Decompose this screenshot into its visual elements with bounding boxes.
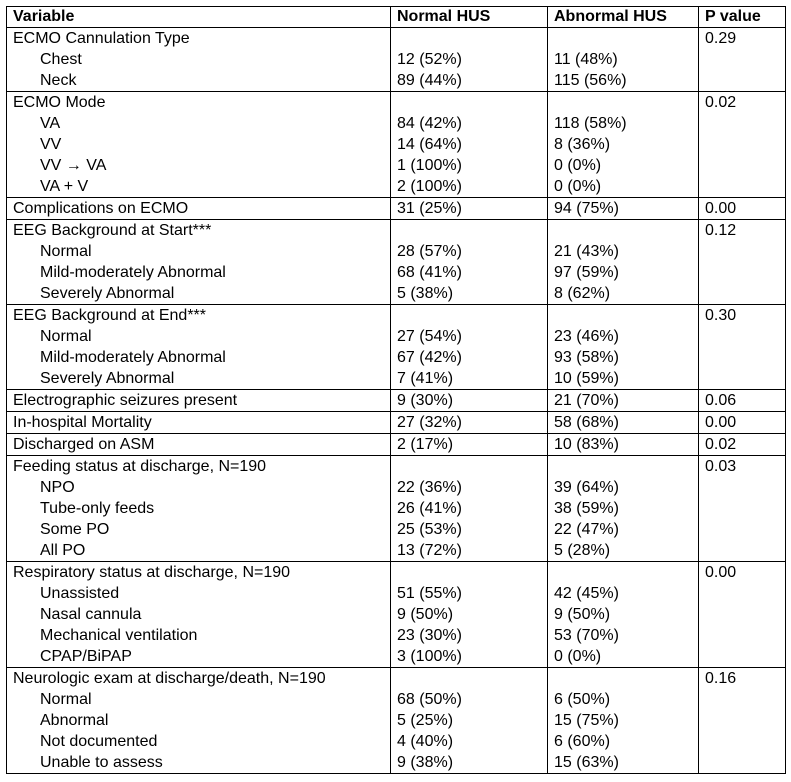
abnormal-hus-value: 15 (63%) — [554, 754, 619, 771]
group-title: ECMO Mode — [13, 94, 106, 111]
subgroup-label: VA + V — [40, 178, 89, 195]
normal-hus-value: 51 (55%) — [397, 585, 462, 602]
normal-hus-value: 9 (50%) — [397, 606, 454, 623]
abnormal-hus-cell — [548, 456, 699, 562]
variable-cell — [7, 92, 391, 198]
subgroup-label: NPO — [40, 479, 75, 496]
subgroup-label: Mild-moderately Abnormal — [40, 349, 226, 366]
empty-line — [397, 305, 547, 326]
table-row — [7, 198, 786, 220]
group-title: EEG Background at Start*** — [13, 222, 212, 239]
p-value: 0.00 — [705, 564, 737, 581]
normal-hus-value: 31 (25%) — [397, 200, 462, 217]
group-title: Discharged on ASM — [13, 436, 155, 453]
abnormal-hus-value: 11 (48%) — [554, 51, 618, 68]
group-title: Neurologic exam at discharge/death, N=190 — [13, 670, 326, 687]
normal-hus-cell — [391, 412, 548, 434]
p-value-cell — [699, 28, 786, 92]
normal-hus-cell — [391, 92, 548, 198]
empty-line — [397, 28, 547, 49]
abnormal-hus-value: 0 (0%) — [554, 648, 602, 665]
abnormal-hus-value: 8 (62%) — [554, 285, 611, 302]
normal-hus-value: 3 (100%) — [397, 648, 462, 665]
p-value: 0.12 — [705, 222, 737, 239]
normal-hus-cell — [391, 390, 548, 412]
abnormal-hus-cell — [548, 305, 699, 390]
subgroup-label: CPAP/BiPAP — [40, 648, 132, 665]
table-row — [7, 434, 786, 456]
p-value: 0.30 — [705, 307, 737, 324]
header-row — [7, 7, 786, 28]
p-value-cell — [699, 456, 786, 562]
subgroup-label: VV → VA — [40, 157, 107, 174]
abnormal-hus-cell — [548, 562, 699, 668]
abnormal-hus-value: 22 (47%) — [554, 521, 619, 538]
abnormal-hus-value: 10 (59%) — [554, 370, 619, 387]
subgroup-label: Normal — [40, 691, 92, 708]
abnormal-hus-value: 97 (59%) — [554, 264, 619, 281]
normal-hus-value: 25 (53%) — [397, 521, 462, 538]
subgroup-label: Mild-moderately Abnormal — [40, 264, 226, 281]
normal-hus-value: 2 (17%) — [397, 436, 454, 453]
normal-hus-value: 12 (52%) — [397, 51, 462, 68]
normal-hus-value: 5 (38%) — [397, 285, 454, 302]
subgroup-label: Not documented — [40, 733, 158, 750]
normal-hus-cell — [391, 456, 548, 562]
abnormal-hus-cell — [548, 92, 699, 198]
abnormal-hus-value: 21 (43%) — [554, 243, 619, 260]
subgroup-label: VA — [40, 115, 61, 132]
variable-cell — [7, 305, 391, 390]
normal-hus-value: 7 (41%) — [397, 370, 454, 387]
p-value-cell — [699, 220, 786, 305]
table-row — [7, 562, 786, 668]
table-row — [7, 412, 786, 434]
normal-hus-value: 67 (42%) — [397, 349, 462, 366]
empty-line — [554, 562, 698, 583]
abnormal-hus-value: 23 (46%) — [554, 328, 619, 345]
p-value: 0.00 — [705, 414, 737, 431]
variable-cell — [7, 220, 391, 305]
abnormal-hus-cell — [548, 668, 699, 774]
subgroup-label: All PO — [40, 542, 86, 559]
group-title: Feeding status at discharge, N=190 — [13, 458, 267, 475]
abnormal-hus-value: 10 (83%) — [554, 436, 619, 453]
group-title: Electrographic seizures present — [13, 392, 238, 409]
normal-hus-value: 89 (44%) — [397, 72, 462, 89]
abnormal-hus-cell — [548, 220, 699, 305]
empty-line — [397, 562, 547, 583]
p-value: 0.02 — [705, 94, 737, 111]
normal-hus-value: 22 (36%) — [397, 479, 462, 496]
empty-line — [554, 305, 698, 326]
variable-cell — [7, 198, 391, 220]
abnormal-hus-value: 0 (0%) — [554, 157, 602, 174]
normal-hus-value: 4 (40%) — [397, 733, 454, 750]
normal-hus-value: 1 (100%) — [397, 157, 462, 174]
p-value-cell — [699, 390, 786, 412]
normal-hus-cell — [391, 668, 548, 774]
table-row — [7, 92, 786, 198]
group-title: EEG Background at End*** — [13, 307, 207, 324]
header-p-value: P value — [699, 7, 786, 28]
subgroup-label: Normal — [40, 328, 92, 345]
abnormal-hus-value: 21 (70%) — [554, 392, 619, 409]
normal-hus-value: 9 (38%) — [397, 754, 454, 771]
empty-line — [554, 668, 698, 689]
empty-line — [554, 28, 698, 49]
normal-hus-value: 5 (25%) — [397, 712, 454, 729]
variable-cell — [7, 562, 391, 668]
abnormal-hus-value: 5 (28%) — [554, 542, 611, 559]
normal-hus-value: 26 (41%) — [397, 500, 462, 517]
abnormal-hus-value: 94 (75%) — [554, 200, 619, 217]
variable-cell — [7, 434, 391, 456]
abnormal-hus-value: 6 (50%) — [554, 691, 611, 708]
abnormal-hus-value: 58 (68%) — [554, 414, 619, 431]
results-table — [6, 6, 786, 774]
normal-hus-cell — [391, 562, 548, 668]
subgroup-label: Unassisted — [40, 585, 120, 602]
normal-hus-value: 13 (72%) — [397, 542, 462, 559]
normal-hus-cell — [391, 198, 548, 220]
group-title: Respiratory status at discharge, N=190 — [13, 564, 291, 581]
empty-line — [397, 668, 547, 689]
p-value-cell — [699, 305, 786, 390]
header-normal-hus: Normal HUS — [391, 7, 548, 28]
empty-line — [397, 456, 547, 477]
abnormal-hus-cell — [548, 434, 699, 456]
table-row — [7, 668, 786, 774]
abnormal-hus-value: 6 (60%) — [554, 733, 611, 750]
subgroup-label: Severely Abnormal — [40, 285, 175, 302]
variable-cell — [7, 390, 391, 412]
p-value-cell — [699, 434, 786, 456]
normal-hus-value: 68 (50%) — [397, 691, 462, 708]
empty-line — [554, 456, 698, 477]
p-value: 0.02 — [705, 436, 737, 453]
abnormal-hus-value: 15 (75%) — [554, 712, 619, 729]
table-row — [7, 305, 786, 390]
subgroup-label: Neck — [40, 72, 77, 89]
p-value: 0.29 — [705, 30, 737, 47]
p-value: 0.06 — [705, 392, 737, 409]
empty-line — [397, 92, 547, 113]
subgroup-label: Normal — [40, 243, 92, 260]
variable-cell — [7, 412, 391, 434]
variable-cell — [7, 28, 391, 92]
normal-hus-cell — [391, 305, 548, 390]
normal-hus-value: 27 (32%) — [397, 414, 462, 431]
abnormal-hus-value: 93 (58%) — [554, 349, 619, 366]
subgroup-label: Nasal cannula — [40, 606, 142, 623]
table-body — [7, 28, 786, 774]
normal-hus-value: 23 (30%) — [397, 627, 462, 644]
table-row — [7, 456, 786, 562]
abnormal-hus-cell — [548, 28, 699, 92]
p-value-cell — [699, 562, 786, 668]
normal-hus-value: 84 (42%) — [397, 115, 462, 132]
abnormal-hus-value: 118 (58%) — [554, 115, 627, 132]
normal-hus-value: 27 (54%) — [397, 328, 462, 345]
abnormal-hus-value: 38 (59%) — [554, 500, 619, 517]
abnormal-hus-value: 0 (0%) — [554, 178, 602, 195]
subgroup-label: Some PO — [40, 521, 110, 538]
abnormal-hus-cell — [548, 198, 699, 220]
p-value: 0.16 — [705, 670, 737, 687]
subgroup-label: Chest — [40, 51, 82, 68]
subgroup-label: Unable to assess — [40, 754, 163, 771]
abnormal-hus-value: 115 (56%) — [554, 72, 627, 89]
subgroup-label: VV — [40, 136, 62, 153]
empty-line — [554, 220, 698, 241]
normal-hus-cell — [391, 28, 548, 92]
p-value-cell — [699, 92, 786, 198]
subgroup-label: Severely Abnormal — [40, 370, 175, 387]
group-title: ECMO Cannulation Type — [13, 30, 190, 47]
abnormal-hus-value: 8 (36%) — [554, 136, 611, 153]
table-row — [7, 390, 786, 412]
normal-hus-value: 28 (57%) — [397, 243, 462, 260]
table-row — [7, 28, 786, 92]
subgroup-label: Mechanical ventilation — [40, 627, 198, 644]
p-value: 0.03 — [705, 458, 737, 475]
p-value-cell — [699, 198, 786, 220]
abnormal-hus-cell — [548, 412, 699, 434]
normal-hus-cell — [391, 220, 548, 305]
abnormal-hus-value: 9 (50%) — [554, 606, 611, 623]
table-row — [7, 220, 786, 305]
p-value-cell — [699, 412, 786, 434]
p-value-cell — [699, 668, 786, 774]
header-abnormal-hus: Abnormal HUS — [548, 7, 699, 28]
group-title: Complications on ECMO — [13, 200, 189, 217]
abnormal-hus-value: 53 (70%) — [554, 627, 619, 644]
subgroup-label: Abnormal — [40, 712, 109, 729]
subgroup-label: Tube-only feeds — [40, 500, 155, 517]
p-value: 0.00 — [705, 200, 737, 217]
normal-hus-value: 68 (41%) — [397, 264, 462, 281]
empty-line — [397, 220, 547, 241]
group-title: In-hospital Mortality — [13, 414, 152, 431]
normal-hus-cell — [391, 434, 548, 456]
variable-cell — [7, 668, 391, 774]
normal-hus-value: 9 (30%) — [397, 392, 454, 409]
empty-line — [554, 92, 698, 113]
abnormal-hus-value: 42 (45%) — [554, 585, 619, 602]
header-variable: Variable — [7, 7, 391, 28]
abnormal-hus-value: 39 (64%) — [554, 479, 619, 496]
variable-cell — [7, 456, 391, 562]
normal-hus-value: 14 (64%) — [397, 136, 462, 153]
normal-hus-value: 2 (100%) — [397, 178, 462, 195]
abnormal-hus-cell — [548, 390, 699, 412]
